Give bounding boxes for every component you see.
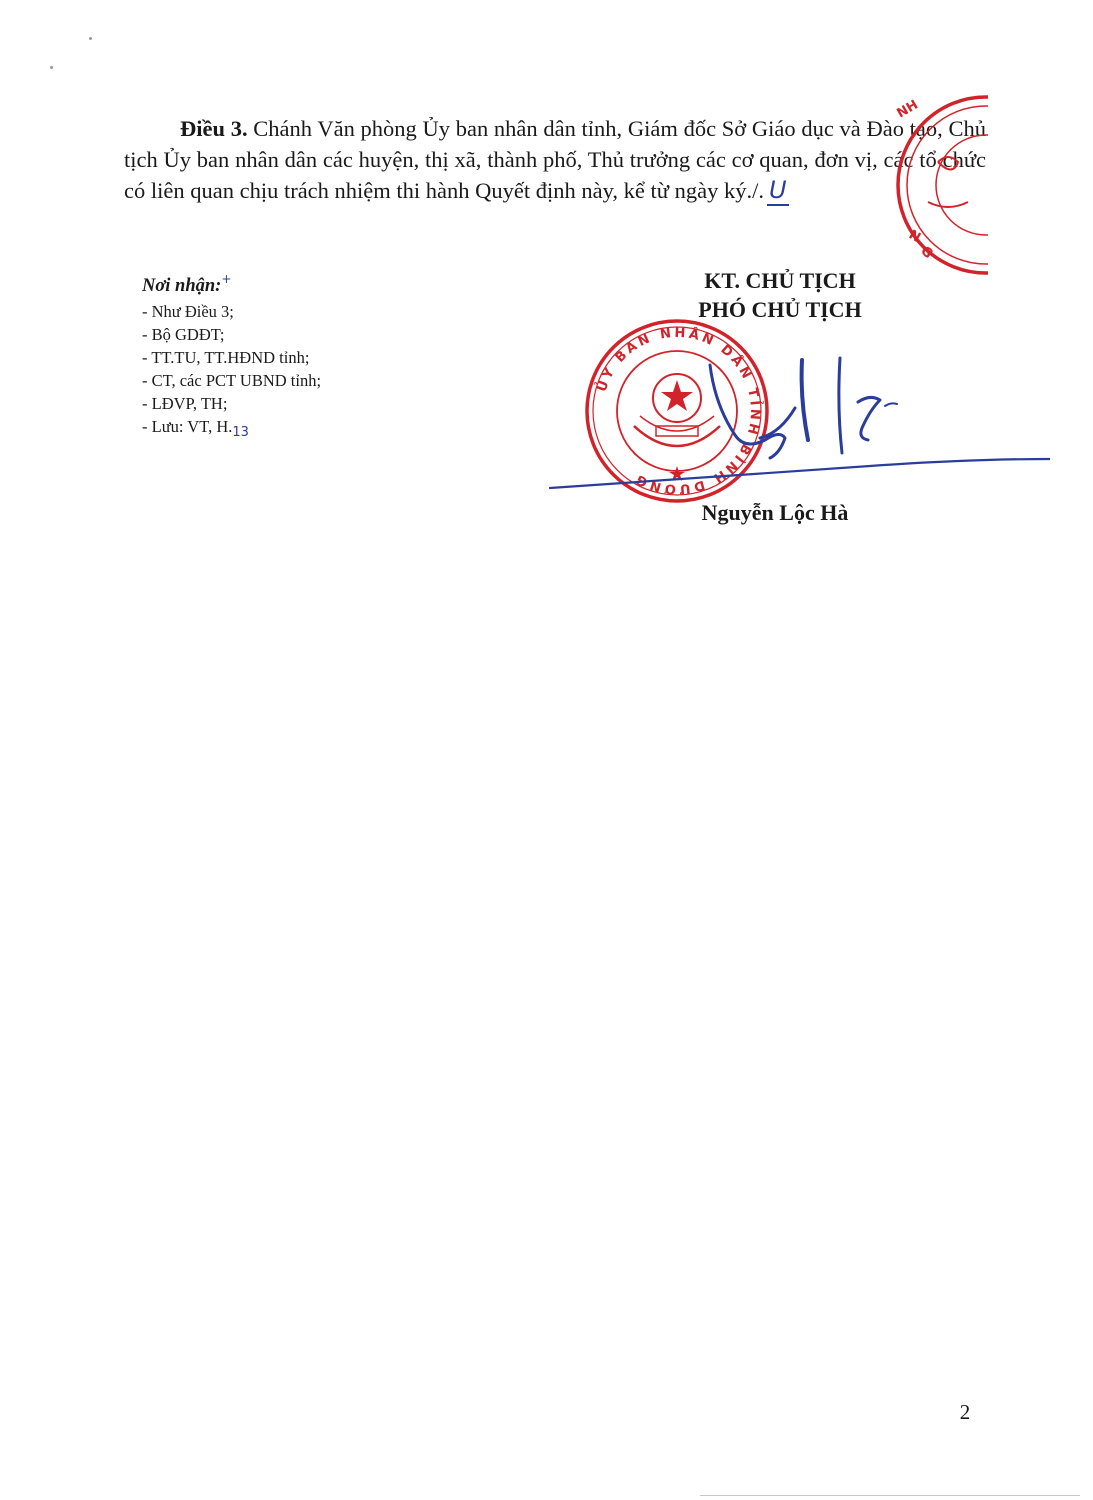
svg-text:NH: NH	[894, 97, 921, 122]
recipients-list	[142, 300, 482, 444]
recipient-item: - TT.TU, TT.HĐND tỉnh;	[142, 348, 310, 367]
svg-text:G: G	[917, 243, 936, 262]
recipient-item: - LĐVP, TH;	[142, 394, 228, 413]
recipients-heading: Nơi nhận:	[142, 276, 222, 296]
recipient-archive-text: - Lưu: VT, H.	[142, 417, 233, 436]
scan-edge-line	[700, 1495, 1080, 1496]
signer-name: Nguyễn Lộc Hà	[701, 500, 849, 525]
svg-text:ỦY BAN NHÂN DÂN TỈNH BÌNH DƯƠN: ỦY BAN NHÂN DÂN TỈNH BÌNH DƯƠNG	[594, 325, 763, 497]
recipients-heading-line	[142, 268, 482, 298]
signature-title-line2: PHÓ CHỦ TỊCH	[698, 297, 862, 322]
scan-speck	[89, 37, 92, 40]
recipients-block	[142, 268, 482, 444]
svg-text:N: N	[906, 227, 923, 246]
handwritten-initial: U	[768, 176, 787, 204]
scan-speck	[50, 66, 53, 69]
article-3-label: Điều 3.	[180, 116, 248, 141]
recipient-item: - Như Điều 3;	[142, 302, 234, 321]
corner-seal-stamp	[868, 92, 988, 278]
recipients-heading-mark: +	[221, 272, 232, 286]
handwritten-signature	[540, 330, 1050, 510]
archive-count: 13	[232, 425, 249, 440]
article-3-paragraph	[124, 114, 986, 207]
article-3	[124, 114, 986, 207]
recipient-item-archive	[142, 415, 482, 444]
page-number: 2	[959, 1400, 971, 1424]
signature-title-line1: KT. CHỦ TỊCH	[704, 268, 856, 293]
recipient-item: - Bộ GDĐT;	[142, 325, 225, 344]
recipient-item: - CT, các PCT UBND tỉnh;	[142, 371, 322, 390]
article-3-text: Chánh Văn phòng Ủy ban nhân dân tỉnh, Giám đốc Sở Giáo dục và Đào tạo, Chủ tịch Ủy ban nhân dân các huyện, thị xã, thành phố, Thủ trưởng các cơ quan, đơn vị, các tổ chức có liên quan chịu trách nhiệm thi hành Quyết định này, kể từ ngày ký./.	[124, 116, 986, 203]
